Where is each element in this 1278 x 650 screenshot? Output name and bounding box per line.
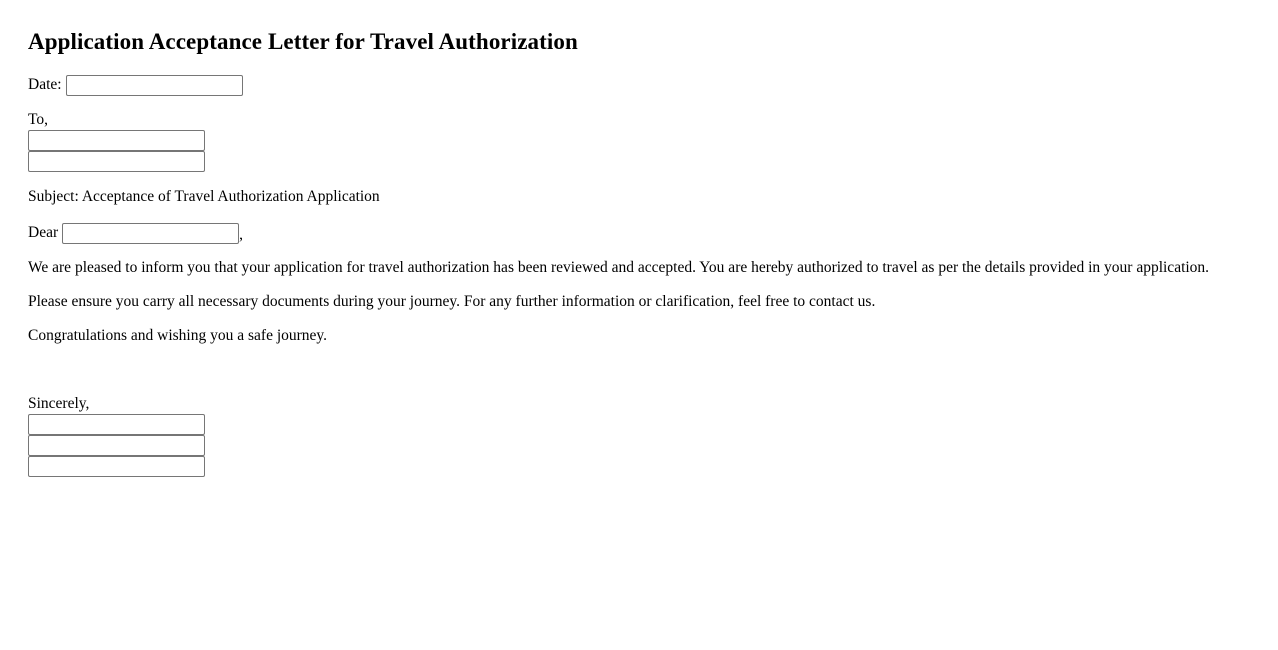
body-paragraph-3: Congratulations and wishing you a safe journey. <box>28 327 328 344</box>
body-paragraph-1: We are pleased to inform you that your application for travel authorization has been reviewed and accepted. You are hereby authorized to travel as per the details provided in your application. <box>28 259 1210 276</box>
sincerely-label: Sincerely, <box>28 395 90 412</box>
signer-organization-input[interactable] <box>28 456 205 477</box>
page-title: Application Acceptance Letter for Travel Authorization <box>28 29 578 54</box>
salutation-name-input[interactable] <box>62 223 239 244</box>
dear-label: Dear <box>28 224 59 241</box>
signature-fields <box>28 414 1278 477</box>
to-label: To, <box>28 111 49 128</box>
recipient-address-input[interactable] <box>28 151 205 172</box>
body-paragraph-2: Please ensure you carry all necessary documents during your journey. For any further information or clarification, feel free to contact us. <box>28 293 876 310</box>
subject-line: Subject: Acceptance of Travel Authorization Application <box>28 188 380 205</box>
recipient-name-input[interactable] <box>28 130 205 151</box>
signature-block <box>28 394 1278 477</box>
salutation-row <box>28 222 1278 244</box>
signer-name-input[interactable] <box>28 414 205 435</box>
date-input[interactable] <box>66 75 243 96</box>
salutation-comma: , <box>239 226 243 243</box>
letter-page <box>28 0 1278 477</box>
signer-title-input[interactable] <box>28 435 205 456</box>
date-label: Date: <box>28 76 62 93</box>
recipient-block <box>28 110 1278 172</box>
recipient-fields <box>28 130 1278 172</box>
date-row <box>28 74 1278 96</box>
